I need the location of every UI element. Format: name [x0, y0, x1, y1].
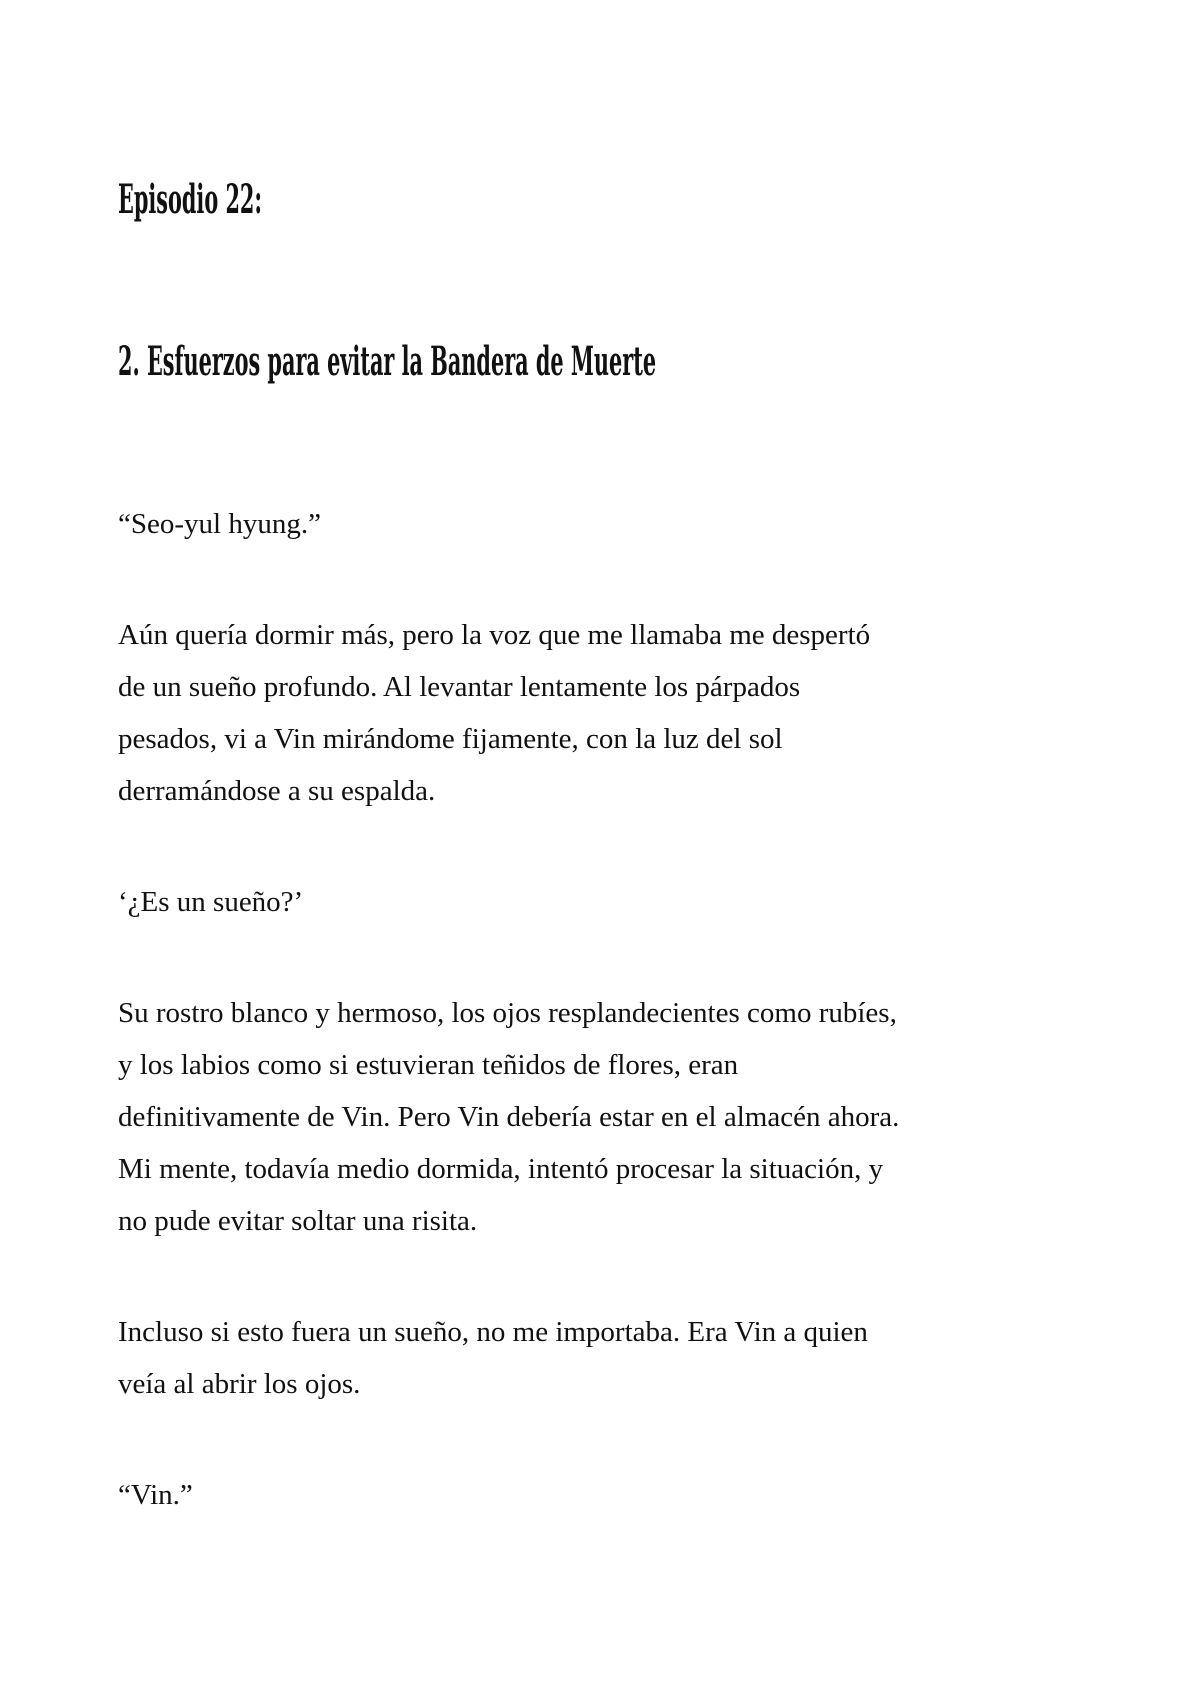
text-line: pesados, vi a Vin mirándome fijamente, con la luz del sol — [118, 723, 783, 755]
text-line: derramándose a su espalda. — [118, 775, 436, 807]
text-line: veía al abrir los ojos. — [118, 1368, 361, 1400]
text-line: Incluso si esto fuera un sueño, no me importaba. Era Vin a quien — [118, 1316, 868, 1348]
chapter-heading-text: 2. Esfuerzos para evitar la Bandera de Muerte — [118, 338, 657, 385]
paragraph-narration-1 — [118, 609, 1140, 817]
text-line: Aún quería dormir más, pero la voz que me llamaba me despertó — [118, 619, 871, 651]
paragraph-dialogue-1 — [118, 498, 1140, 550]
text-line: “Seo-yul hyung.” — [118, 508, 321, 540]
text-line: y los labios como si estuvieran teñidos de flores, eran — [118, 1049, 739, 1081]
text-line: “Vin.” — [118, 1479, 193, 1511]
text-line: definitivamente de Vin. Pero Vin debería estar en el almacén ahora. — [118, 1101, 900, 1133]
episode-heading-text: Episodio 22: — [118, 176, 263, 223]
chapter-heading — [118, 336, 1140, 388]
paragraph-narration-2 — [118, 987, 1140, 1247]
text-line: ‘¿Es un sueño?’ — [118, 886, 304, 918]
text-line: Mi mente, todavía medio dormida, intentó procesar la situación, y — [118, 1153, 884, 1185]
text-line: Su rostro blanco y hermoso, los ojos resplandecientes como rubíes, — [118, 997, 897, 1029]
text-line: de un sueño profundo. Al levantar lentamente los párpados — [118, 671, 801, 703]
text-line: no pude evitar soltar una risita. — [118, 1205, 478, 1237]
paragraph-thought-1 — [118, 876, 1140, 928]
paragraph-dialogue-2 — [118, 1469, 1140, 1521]
paragraph-narration-3 — [118, 1306, 1140, 1410]
episode-heading — [118, 174, 1140, 226]
